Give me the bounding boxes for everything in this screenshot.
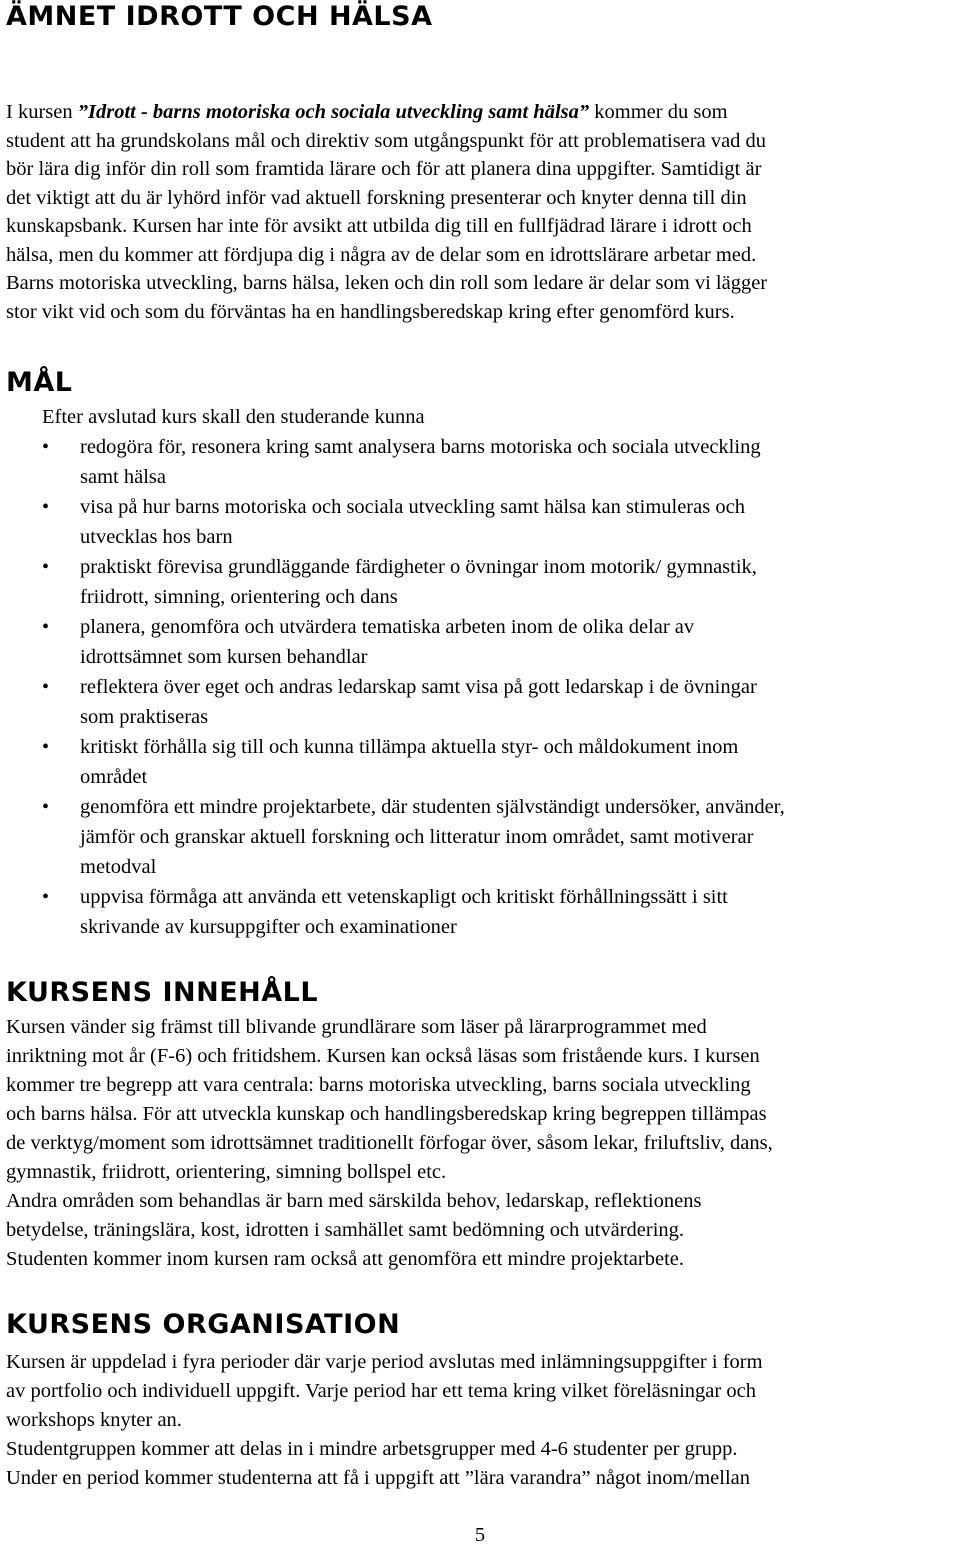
goal-item — [42, 492, 956, 552]
goal-line: samt hälsa — [80, 466, 166, 488]
content-line: betydelse, träningslära, kost, idrotten i samhället samt bedömning och utvärdering. — [6, 1219, 685, 1241]
goal-item — [42, 882, 956, 942]
section-heading-innehall: KURSENS INNEHÅLL — [6, 977, 319, 1008]
content-line: Andra områden som behandlas är barn med särskilda behov, ledarskap, reflektionens — [6, 1190, 702, 1212]
intro-line: student att ha grundskolans mål och direktiv som utgångspunkt för att problematisera vad du — [6, 129, 767, 152]
goal-line: • genomföra ett mindre projektarbete, där studenten självständigt undersöker, använder, — [80, 796, 785, 818]
organisation-line: Under en period kommer studenterna att få i uppgift att ”lära varandra” något inom/mellan — [6, 1467, 750, 1489]
goal-line: idrottsämnet som kursen behandlar — [80, 646, 368, 668]
goal-item — [42, 792, 956, 882]
goal-item — [42, 672, 956, 732]
organisation-line: av portfolio och individuell uppgift. Varje period har ett tema kring vilket föreläsningar och — [6, 1380, 756, 1402]
intro-line: kommer du som — [589, 101, 728, 123]
goals-lead: Efter avslutad kurs skall den studerande kunna — [42, 406, 425, 428]
goal-line: • uppvisa förmåga att använda ett vetenskapligt och kritiskt förhållningssätt i sitt — [80, 886, 728, 908]
organisation-paragraph — [6, 1348, 956, 1493]
content-line: kommer tre begrepp att vara centrala: barns motoriska utveckling, barns sociala utveckling — [6, 1074, 751, 1096]
content-line: Kursen vänder sig främst till blivande grundlärare som läser på lärarprogrammet med — [6, 1016, 707, 1038]
goal-line: området — [80, 766, 148, 788]
content-line: Studenten kommer inom kursen ram också att genomföra ett mindre projektarbete. — [6, 1248, 685, 1270]
intro-line: kunskapsbank. Kursen har inte för avsikt att utbilda dig till en fullfjädrad lärare i idrott och — [6, 215, 752, 237]
text-line — [6, 98, 956, 127]
section-heading-organisation: KURSENS ORGANISATION — [6, 1309, 401, 1340]
goal-line: • kritiskt förhålla sig till och kunna tillämpa aktuella styr- och måldokument inom — [80, 736, 739, 758]
content-paragraph — [6, 1013, 956, 1274]
intro-line: bör lära dig inför din roll som framtida lärare och för att planera dina uppgifter. Samtidigt är — [6, 158, 762, 180]
goals-block — [42, 402, 956, 942]
content-line: inriktning mot år (F-6) och fritidshem. Kursen kan också läsas som fristående kurs. I kursen — [6, 1045, 760, 1067]
intro-line: hälsa, men du kommer att fördjupa dig i några av de delar som en idrottslärare arbetar med. — [6, 243, 757, 266]
page-number: 5 — [474, 1524, 486, 1546]
section-heading-mal: MÅL — [6, 367, 73, 398]
goal-item — [42, 552, 956, 612]
organisation-line: workshops knyter an. — [6, 1409, 182, 1431]
goal-item — [42, 432, 956, 492]
content-line: och barns hälsa. För att utveckla kunskap och handlingsberedskap kring begreppen tillämpas — [6, 1103, 767, 1125]
organisation-line: Kursen är uppdelad i fyra perioder där varje period avslutas med inlämningsuppgifter i form — [6, 1351, 763, 1373]
content-line: de verktyg/moment som idrottsämnet traditionellt förfogar över, såsom lekar, friluftsliv, dans, — [6, 1132, 773, 1154]
intro-line: Barns motoriska utveckling, barns hälsa, leken och din roll som ledare är delar som vi lägger — [6, 272, 768, 294]
content-line: gymnastik, friidrott, orientering, simning bollspel etc. — [6, 1161, 447, 1183]
intro-lead: I kursen — [6, 101, 78, 123]
goal-item — [42, 612, 956, 672]
goal-line: • planera, genomföra och utvärdera tematiska arbeten inom de olika delar av — [80, 616, 695, 638]
goal-line: friidrott, simning, orientering och dans — [80, 586, 398, 608]
intro-line: stor vikt vid och som du förväntas ha en handlingsberedskap kring efter genomförd kurs. — [6, 300, 735, 323]
goal-line: som praktiseras — [80, 706, 209, 728]
goal-line: • praktiskt förevisa grundläggande färdigheter o övningar inom motorik/ gymnastik, — [80, 556, 757, 578]
goal-line: • visa på hur barns motoriska och sociala utveckling samt hälsa kan stimuleras och — [80, 496, 745, 518]
organisation-line: Studentgruppen kommer att delas in i mindre arbetsgrupper med 4-6 studenter per grupp. — [6, 1438, 738, 1460]
goal-line: skrivande av kursuppgifter och examinationer — [80, 916, 457, 938]
goal-line: jämför och granskar aktuell forskning och litteratur inom området, samt motiverar — [80, 826, 754, 848]
course-title: ”Idrott - barns motoriska och sociala utveckling samt hälsa” — [77, 101, 590, 123]
goal-line: utvecklas hos barn — [80, 526, 233, 548]
goal-line: • reflektera över eget och andras ledarskap samt visa på gott ledarskap i de övningar — [80, 676, 757, 698]
intro-line: det viktigt att du är lyhörd inför vad aktuell forskning presenterar och knyter denna till din — [6, 186, 747, 209]
section-heading-amnet: ÄMNET IDROTT OCH HÄLSA — [6, 1, 433, 32]
intro-paragraph — [6, 98, 956, 326]
goals-list — [42, 432, 956, 942]
goal-item — [42, 732, 956, 792]
goal-line: metodval — [80, 856, 157, 878]
goal-line: • redogöra för, resonera kring samt analysera barns motoriska och sociala utveckling — [80, 436, 761, 458]
